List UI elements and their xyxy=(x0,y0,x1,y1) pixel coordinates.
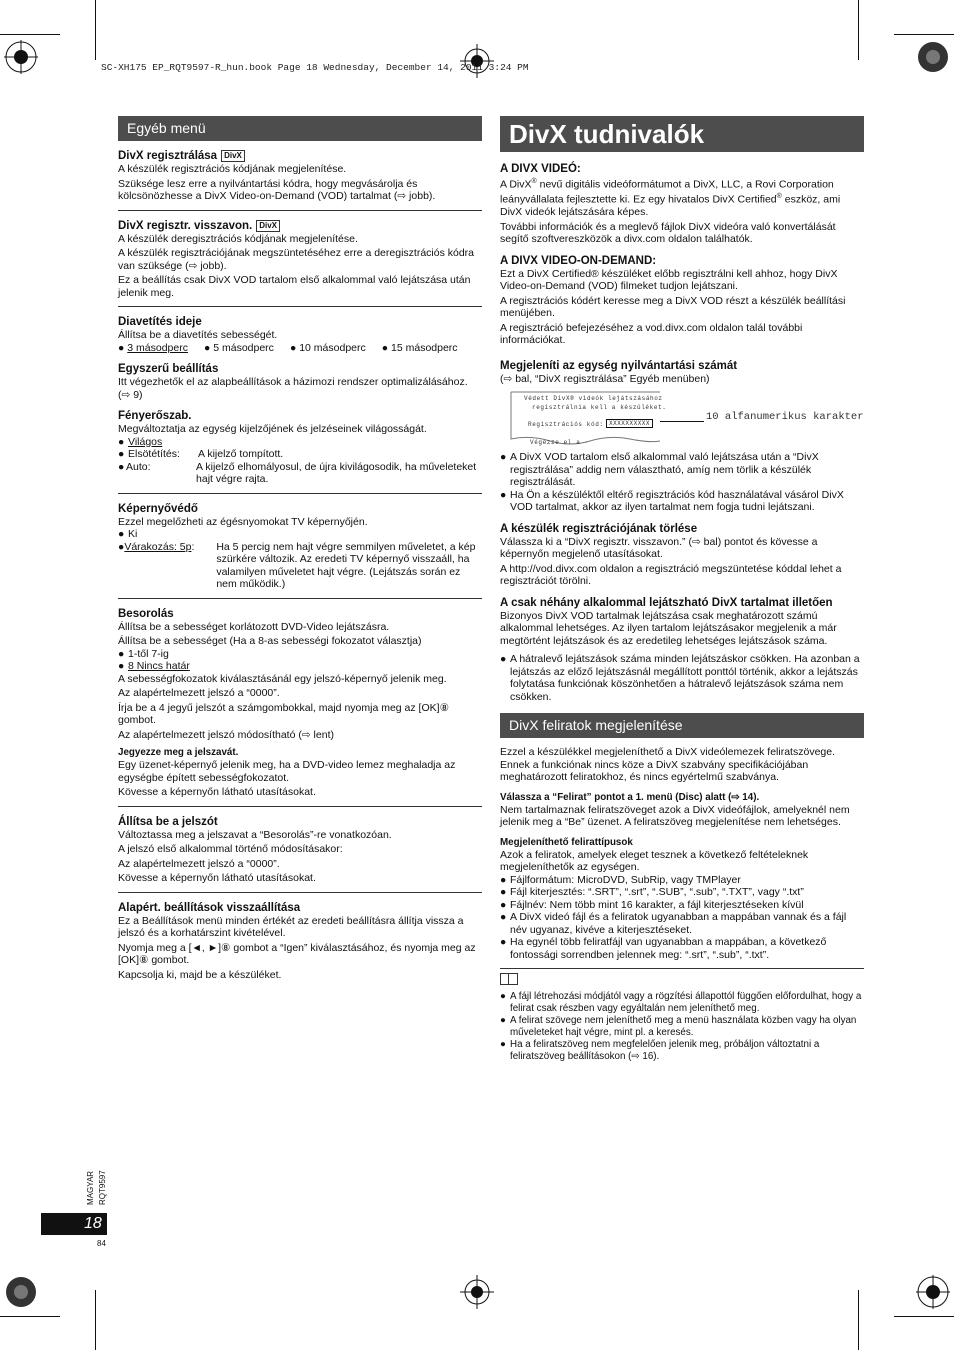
paragraph: Az alapértelmezett jelszó a “0000”. xyxy=(118,687,280,699)
section-title: A DIVX VIDEÓ: xyxy=(500,163,581,175)
section-set-password xyxy=(118,815,482,885)
list-item: ● A DivX VOD tartalom első alkalommal való lejátszása után a “DivX regisztrálása” addig nem választható, amíg nem törlik a készülék regisztrálását. xyxy=(500,451,819,488)
paragraph: Ezt a DivX Certified® készüléket előbb regisztrálni kell ahhoz, hogy DivX Video-on-Demand (VOD) filmeket tudjon lejátszani. xyxy=(500,267,838,292)
paragraph: Szüksége lesz erre a nyilvántartási kódra, hogy megvásárolja és kölcsönözhesse a DivX Video-on-Demand (VOD) tartalmat (⇨ jobb). xyxy=(118,177,436,202)
paragraph: Változtassa meg a jelszavat a “Besorolás”-re vonatkozóan. xyxy=(118,828,392,841)
section-limited-plays xyxy=(500,596,864,704)
paragraph: További információk és a meglevő fájlok DivX videóra való konvertálását segítő szoftvereszközök a divx.com oldalon találhatók. xyxy=(500,220,836,245)
divider xyxy=(118,306,482,307)
paragraph: Egy üzenet-képernyő jelenik meg, ha a DVD-video lemez meghaladja az egységbe épített sebességfokozatot. xyxy=(118,759,456,784)
left-column xyxy=(118,116,482,981)
section-bar-subtitles: DivX feliratok megjelenítése xyxy=(500,713,864,738)
callout-line xyxy=(660,421,704,422)
option: 5 másodperc xyxy=(213,341,274,354)
crop-mark xyxy=(894,1316,954,1317)
section-divx-registration xyxy=(118,149,482,203)
section-title: A DIVX VIDEO-ON-DEMAND: xyxy=(500,254,657,267)
paragraph: Azok a feliratok, amelyek eleget tesznek a következő feltételeknek megjeleníthetők az egységen. xyxy=(500,848,809,873)
paragraph: A regisztrációs kódért keresse meg a DivX VOD részt a készülék beállítási menüjében. xyxy=(500,294,846,319)
option-item: ● Elsötétítés: A kijelző tompított. xyxy=(118,448,284,460)
sub-page-number: 84 xyxy=(97,1239,106,1248)
section-slideshow-time xyxy=(118,315,482,354)
option: 10 másodperc xyxy=(299,341,366,354)
paragraph: A készülék regisztrációs kódjának megjelenítése. xyxy=(118,163,347,175)
crop-mark xyxy=(858,1290,859,1350)
paragraph: Ez a beállítás csak DivX VOD tartalom első alkalommal való lejátszása után jelenik meg. xyxy=(118,274,471,299)
paragraph: A http://vod.divx.com oldalon a regisztráció megszüntetése kóddal lehet a regisztrációt törölni. xyxy=(500,562,842,587)
screen-text: Regisztrációs kód: xyxy=(528,421,604,428)
divider xyxy=(118,892,482,893)
note-item: ● A fájl létrehozási módjától vagy a rögzítési állapottól függően előfordulhat, hogy a felirat csak részben vagy egyáltalán nem jeleníthető meg. xyxy=(500,991,862,1014)
section-easy-setup xyxy=(118,362,482,401)
divider xyxy=(118,806,482,807)
paragraph: Ezzel a készülékkel megjeleníthető a DivX videólemezek feliratszövege. Ennek a funkciónak nincs köze a DivX szabvány specifikációjában meghatározott feliratokhoz, és nincs egyértelmű szabványa. xyxy=(500,746,836,783)
divider xyxy=(500,968,864,969)
list-item: ● Fájlnév: Nem több mint 16 karakter, a fájl kiterjesztéseken kívül xyxy=(500,898,804,911)
paragraph: Kövesse a képernyőn látható utasításokat. xyxy=(118,872,316,884)
notes-book-icon xyxy=(500,973,518,985)
paragraph: Megváltoztatja az egység kijelzőjének és jelzéseinek világosságát. xyxy=(118,423,427,435)
section-deregister xyxy=(500,522,864,588)
crop-mark xyxy=(858,0,859,60)
divider xyxy=(118,210,482,211)
book-header-line: SC-XH175 EP_RQT9597-R_hun.book Page 18 Wednesday, December 14, 2011 3:24 PM xyxy=(101,62,529,73)
paragraph: Itt végezhetők el az alapbeállítások a házimozi rendszer optimalizálásához. (⇨ 9) xyxy=(118,376,468,401)
paragraph: Az alapértelmezett jelszó a “0000”. xyxy=(118,857,280,870)
section-screensaver xyxy=(118,502,482,591)
paragraph: Ezzel megelőzheti az égésnyomokat TV képernyőjén. xyxy=(118,515,368,528)
paragraph: Állítsa be a sebességet korlátozott DVD-Video lejátszásra. xyxy=(118,620,390,633)
page-title: DivX tudnivalók xyxy=(500,116,864,152)
section-divx-vod xyxy=(500,254,864,347)
instruction-heading: Válassza a “Felirat” pontot a 1. menü (Disc) alatt (⇨ 14). xyxy=(500,791,760,803)
crop-mark xyxy=(0,34,60,35)
section-title: Képernyővédő xyxy=(118,502,198,515)
section-show-registration-number xyxy=(500,359,864,514)
option-item: ● 8 Nincs határ xyxy=(118,660,190,672)
note-item: ● Ha a feliratszöveg nem megfelelően jelenik meg, próbáljon változtatni a feliratszöveg beállításokon (⇨ 16). xyxy=(500,1039,820,1062)
paragraph: Ez a Beállítások menü minden értékét az eredeti beállításra állítja vissza a jelszó és a korhatárszint kivételével. xyxy=(118,914,464,939)
crop-mark xyxy=(95,0,96,60)
option-item: ● Auto: A kijelző elhomályosul, de újra kivilágosodik, ha műveleteket hajt végre rajta. xyxy=(118,460,477,485)
option-item: ● Ki xyxy=(118,528,138,540)
list-item: ● A hátralevő lejátszások száma minden lejátszáskor csökken. Ha azonban a lejátszás az előző lejátszásnál megállított ponttól történik, akkor a lejátszás folytatása funkciónak köszönhetően a hátralevő lejátszások száma nem csökken. xyxy=(500,653,860,703)
list-item: ● Fájlformátum: MicroDVD, SubRip, vagy TMPlayer xyxy=(500,873,741,886)
page-number: 18 xyxy=(84,1215,102,1232)
side-model-code: RQT9597 xyxy=(98,1170,107,1205)
section-title: DivX regisztrálása xyxy=(118,150,218,162)
section-divx-video xyxy=(500,162,864,246)
paragraph: Nyomja meg a [◄, ►]⑧ gombot a “Igen” kiválasztásához, és nyomja meg az [OK]⑧ gombot. xyxy=(118,941,476,966)
section-reset-defaults xyxy=(118,901,482,982)
section-title: Alapért. beállítások visszaállítása xyxy=(118,901,301,914)
section-title: Fényerőszab. xyxy=(118,410,192,422)
registration-screen-illustration xyxy=(510,391,864,446)
divx-badge: DivX xyxy=(221,150,245,162)
list-item: ● A DivX videó fájl és a feliratok ugyanabban a mappában vannak és a fájl név ugyanaz, kivéve a kiterjesztéseket. xyxy=(500,911,847,936)
subheading: Megjeleníthető felirattípusok xyxy=(500,836,633,848)
registration-code: XXXXXXXXXX xyxy=(606,419,653,428)
section-title: DivX regisztr. visszavon. xyxy=(118,219,253,232)
divider xyxy=(118,493,482,494)
option-item: ● Világos xyxy=(118,435,163,448)
paragraph: A készülék deregisztrációs kódjának megjelenítése. xyxy=(118,232,358,245)
section-title: A készülék regisztrációjának törlése xyxy=(500,522,698,535)
paragraph: Kövesse a képernyőn látható utasításokat. xyxy=(118,786,316,798)
paragraph: A sebességfokozatok kiválasztásánál egy jelszó-képernyő jelenik meg. xyxy=(118,672,447,685)
paragraph: Állítsa be a sebességet (Ha a 8-as sebességi fokozatot választja) xyxy=(118,635,422,647)
paragraph: Állítsa be a diavetítés sebességét. xyxy=(118,329,278,341)
paragraph: Kapcsolja ki, majd be a készüléket. xyxy=(118,968,282,981)
section-rating xyxy=(118,607,482,799)
registration-mark-icon xyxy=(916,40,950,74)
option-item: ● 1-től 7-ig xyxy=(118,647,169,660)
note-item: ● A felirat szövege nem jeleníthető meg a menü használata közben vagy ha olyan műveleteket hajt végre, mint pl. a keresés. xyxy=(500,1015,857,1038)
registration-mark-icon xyxy=(4,40,38,74)
section-title: Besorolás xyxy=(118,607,174,620)
option-row: ● 3 másodperc ● 5 másodperc ● 10 másodperc ● 15 másodperc xyxy=(118,341,458,354)
section-title: A csak néhány alkalommal lejátszható DivX tartalmat illetően xyxy=(500,596,833,609)
section-brightness xyxy=(118,409,482,486)
crop-mark xyxy=(0,1316,60,1317)
section-bar-other-menu: Egyéb menü xyxy=(118,116,482,141)
registration-mark-icon xyxy=(916,1275,950,1309)
paragraph: A DivX® nevű digitális videóformátumot a DivX, LLC, a Rovi Corporation leányvállalata fejlesztette ki. Ez egy hivatalos DivX Certified® eszköz, ami DivX videók lejátszására képes. xyxy=(500,178,841,218)
section-title: Diavetítés ideje xyxy=(118,316,202,328)
right-column xyxy=(500,116,864,1063)
list-item: ● Ha egynél több feliratfájl van ugyanabban a mappában, a következő fontossági sorrendben jelennek meg: “.srt”, “.sub”, “.txt”. xyxy=(500,936,827,961)
paragraph: A készülék regisztrációjának megszüntetéséhez erre a deregisztrációs kódra van szüksége (⇨ jobb). xyxy=(118,247,475,272)
paragraph: A jelszó első alkalommal történő módosításakor: xyxy=(118,843,343,855)
list-item: ● Ha Ön a készüléktől eltérő regisztrációs kód használatával vásárol DivX VOD tartalmat, akkor az ilyen tartalmat nem fogja tudni lejátszani. xyxy=(500,488,844,513)
note-heading: Jegyezze meg a jelszavát. xyxy=(118,747,239,758)
paragraph: Nem tartalmaznak feliratszöveget azok a DivX videófájlok, amelyeknél nem jelenik meg a “Be” üzenet. A feliratszöveg megjelenítése nem lehetséges. xyxy=(500,803,850,828)
paragraph: A regisztráció befejezéséhez a vod.divx.com oldalon talál további információkat. xyxy=(500,321,803,346)
registration-mark-icon xyxy=(460,1275,494,1309)
section-title: Egyszerű beállítás xyxy=(118,363,219,375)
callout-label: 10 alfanumerikus karakter xyxy=(706,411,864,423)
section-title: Megjeleníti az egység nyilvántartási számát xyxy=(500,359,738,372)
crop-mark xyxy=(95,1290,96,1350)
paragraph: Írja be a 4 jegyű jelszót a számgombokkal, majd nyomja meg az [OK]⑧ gombot. xyxy=(118,701,449,726)
paragraph: (⇨ bal, “DivX regisztrálása” Egyéb menüben) xyxy=(500,372,710,385)
side-language-label: MAGYAR xyxy=(86,1170,95,1205)
screen-text: Végezze el a · xyxy=(530,439,589,446)
option-item: ● Várakozás: 5p: Ha 5 percig nem hajt végre semmilyen műveletet, a kép szürkére változik. Az eredeti TV képernyő visszaáll, ha valamilyen műveletet hajt végre. (Lejátszás során ez nem működik.) xyxy=(118,540,476,590)
divx-badge: DivX xyxy=(256,220,280,232)
section-title: Állítsa be a jelszót xyxy=(118,815,218,828)
screen-text: regisztrálnia kell a készüléket. xyxy=(532,404,667,411)
paragraph: Válassza ki a “DivX regisztr. visszavon.” (⇨ bal) pontot és kövesse a képernyőn megjelenő utasításokat. xyxy=(500,535,818,560)
registration-mark-icon xyxy=(4,1275,38,1309)
section-subtitles xyxy=(500,746,864,961)
paragraph: Az alapértelmezett jelszó módosítható (⇨ lent) xyxy=(118,728,334,741)
paragraph: Bizonyos DivX VOD tartalmak lejátszása csak meghatározott számú alkalommal lehetséges. Az ilyen tartalom lejátszásakor megjelenik a már megtörtént lejátszások és az eredetileg lehetséges lejátszások száma. xyxy=(500,609,837,647)
section-divx-deregistration xyxy=(118,219,482,300)
option-default: 3 másodperc xyxy=(127,341,188,354)
divider xyxy=(118,598,482,599)
screen-text: Védett DivX® videók lejátszásához xyxy=(524,395,663,402)
list-item: ● Fájl kiterjesztés: “.SRT”, “.srt”, “.SUB”, “.sub”, “.TXT”, vagy “.txt” xyxy=(500,886,804,898)
crop-mark xyxy=(894,34,954,35)
option: 15 másodperc xyxy=(391,341,458,354)
